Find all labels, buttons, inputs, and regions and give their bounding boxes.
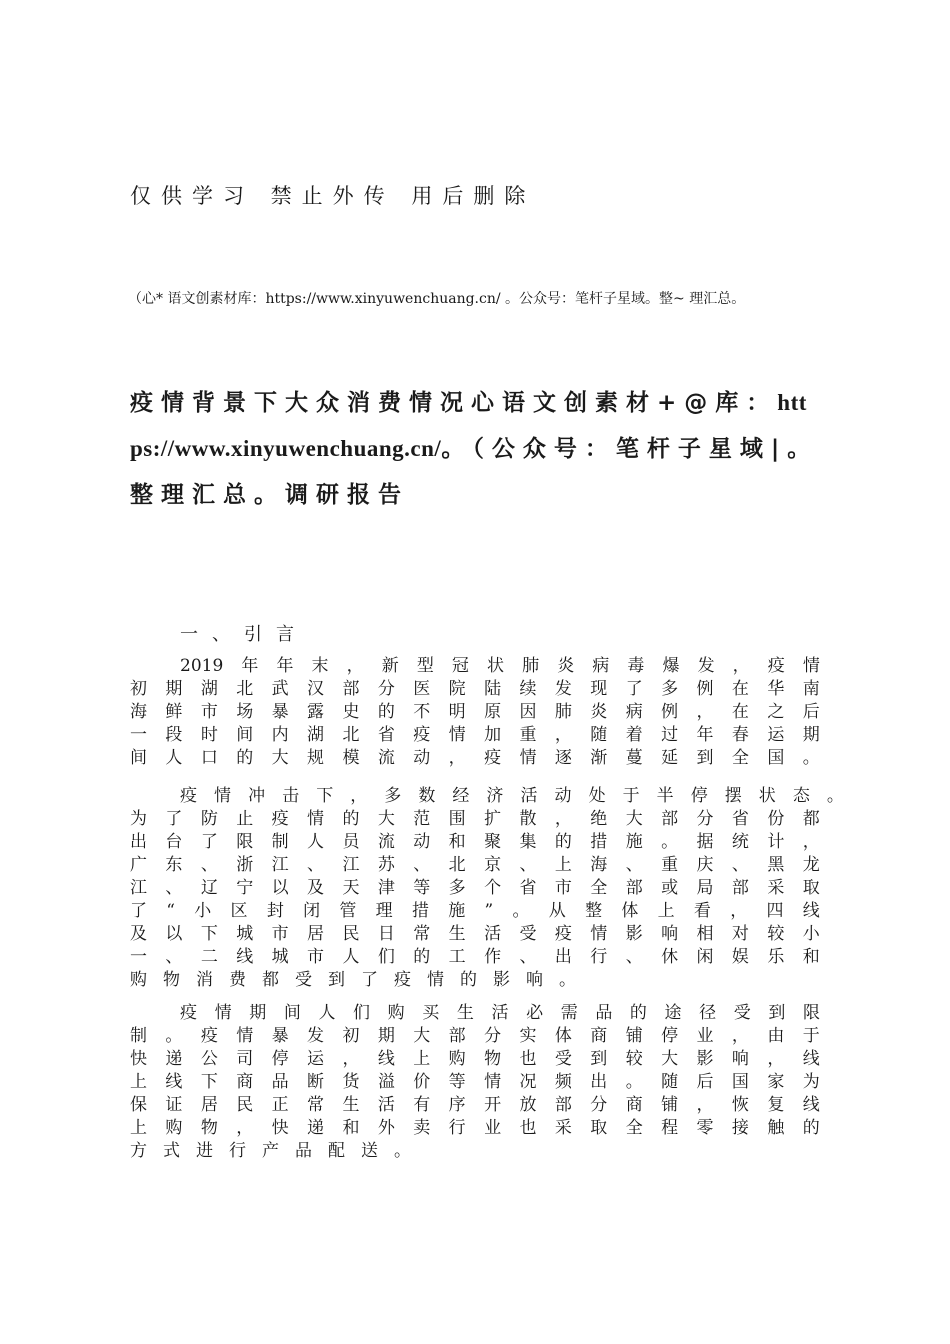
paragraph-line: 了 “ 小 区 封 闭 管 理 措 施 ” 。 从 整 体 上 看 ， 四 线 [130, 901, 820, 921]
paragraph-line: 江 、 辽 宁 以 及 天 津 等 多 个 省 市 全 部 或 局 部 采 取 [130, 878, 820, 898]
paragraph-3 [130, 1002, 820, 1163]
section-heading: 一、引言 [180, 624, 308, 645]
paragraph-line: 出 台 了 限 制 人 员 流 动 和 聚 集 的 措 施 。 据 统 计 ， [130, 832, 820, 852]
title-part-1: 疫情背景下大众消费情况心语文创素材+@库： [130, 390, 778, 416]
paragraph-line: 间 人 口 的 大 规 模 流 动 ， 疫 情 逐 渐 蔓 延 到 全 国 。 [130, 748, 820, 768]
paragraph-line: 保 证 居 民 正 常 生 活 有 序 开 放 部 分 商 铺 ， 恢 复 线 [130, 1095, 820, 1115]
paragraph-line: 疫 情 冲 击 下 ， 多 数 经 济 活 动 处 于 半 停 摆 状 态 。 [180, 786, 844, 806]
paragraph-line: 制 。 疫 情 暴 发 初 期 大 部 分 实 体 商 铺 停 业 ， 由 于 [130, 1026, 820, 1046]
paragraph-line: 一 、 二 线 城 市 人 们 的 工 作 、 出 行 、 休 闲 娱 乐 和 [130, 947, 820, 967]
paragraph-line: 初 期 湖 北 武 汉 部 分 医 院 陆 续 发 现 了 多 例 在 华 南 [130, 679, 820, 699]
paragraph-line: 上 购 物 ， 快 递 和 外 卖 行 业 也 采 取 全 程 零 接 触 的 [130, 1118, 820, 1138]
paragraph-line: 购 物 消 费 都 受 到 了 疫 情 的 影 响 。 [130, 970, 576, 990]
paragraph-line: 2019 年 年 末 ， 新 型 冠 状 肺 炎 病 毒 爆 发 ， 疫 情 [180, 656, 820, 676]
paragraph-line: 一 段 时 间 内 湖 北 省 疫 情 加 重 ， 随 着 过 年 春 运 期 [130, 725, 820, 745]
paragraph-line: 广 东 、 浙 江 、 江 苏 、 北 京 、 上 海 、 重 庆 、 黑 龙 [130, 855, 820, 875]
source-note: （心* 语文创素材库：https://www.xinyuwenchuang.cn/ 。公众号：笔杆子星域。整~ 理汇总。 [128, 291, 746, 307]
paragraph-line: 海 鲜 市 场 暴 露 史 的 不 明 原 因 肺 炎 病 例 ， 在 之 后 [130, 702, 820, 722]
paragraph-line: 及 以 下 城 市 居 民 日 常 生 活 受 疫 情 影 响 相 对 较 小 [130, 924, 820, 944]
document-title [130, 380, 820, 518]
paragraph-line: 疫 情 期 间 人 们 购 买 生 活 必 需 品 的 途 径 受 到 限 [180, 1003, 820, 1023]
usage-notice: 仅供学习 禁止外传 用后删除 [130, 184, 536, 208]
title-part-2: 。（公众号：笔杆子星域|。整理汇总。调研报告 [130, 436, 819, 508]
paragraph-line: 为 了 防 止 疫 情 的 大 范 围 扩 散 ， 绝 大 部 分 省 份 都 [130, 809, 820, 829]
paragraph-line: 上 线 下 商 品 断 货 溢 价 等 情 况 频 出 。 随 后 国 家 为 [130, 1072, 820, 1092]
paragraph-1 [130, 655, 820, 770]
paragraph-2 [130, 785, 844, 992]
paragraph-line: 快 递 公 司 停 运 ， 线 上 购 物 也 受 到 较 大 影 响 ， 线 [130, 1049, 820, 1069]
title-url: https://www.xinyuwenchuang.cn/ [130, 390, 807, 461]
paragraph-line: 方 式 进 行 产 品 配 送 。 [130, 1141, 411, 1161]
